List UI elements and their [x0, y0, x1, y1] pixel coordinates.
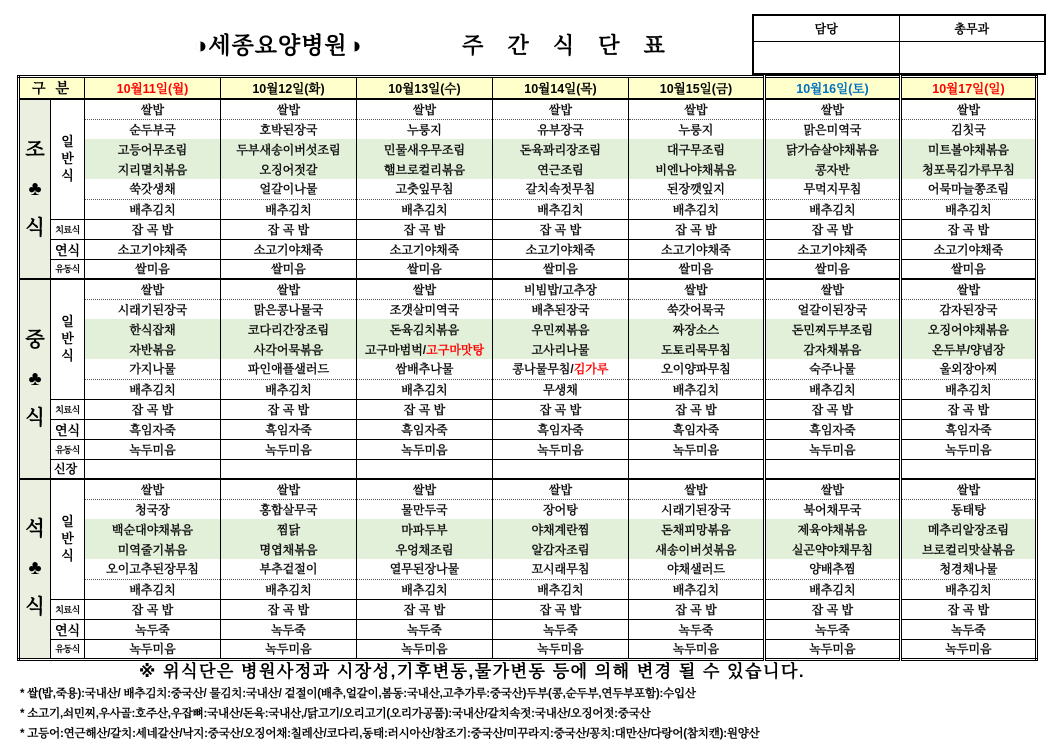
menu-item-cell: 콩자반 [764, 159, 900, 179]
menu-item-cell: 흑임자죽 [492, 419, 628, 439]
menu-item-cell: 잡 곡 밥 [356, 219, 492, 239]
menu-item-cell: 녹두죽 [356, 619, 492, 639]
menu-item-cell: 배추김치 [221, 199, 357, 219]
menu-item-cell: 배추김치 [900, 199, 1036, 219]
menu-item-cell: 장어탕 [492, 499, 628, 519]
menu-item-cell: 쌀밥 [628, 279, 764, 299]
menu-item-cell: 오이양파무침 [628, 359, 764, 379]
menu-item-cell: 야채샐러드 [628, 559, 764, 579]
menu-item-text: 콩나물무침/ [512, 362, 574, 377]
menu-item-cell: 쌀미음 [221, 259, 357, 279]
menu-item-cell: 소고기야채죽 [628, 239, 764, 259]
menu-item-cell: 잡 곡 밥 [900, 599, 1036, 619]
sign-column-damdang: 담당 [753, 15, 899, 42]
menu-item-cell: 쌀밥 [900, 279, 1036, 299]
menu-item-cell: 쌀밥 [900, 479, 1036, 499]
menu-item-cell: 잡 곡 밥 [628, 399, 764, 419]
menu-item-cell: 잡 곡 밥 [764, 599, 900, 619]
menu-item-cell: 배추김치 [764, 579, 900, 599]
menu-item-cell: 마파두부 [356, 519, 492, 539]
menu-item-cell: 흑임자죽 [221, 419, 357, 439]
menu-item-cell: 호박된장국 [221, 119, 357, 139]
menu-item-cell: 배추김치 [492, 199, 628, 219]
date-header: 10월17일(일) [900, 77, 1036, 100]
menu-item-cell: 도토리묵무침 [628, 339, 764, 359]
menu-item-cell: 배추김치 [628, 379, 764, 399]
menu-item-cell: 녹두미음 [356, 439, 492, 459]
menu-item-cell: 우엉채조림 [356, 539, 492, 559]
meal-label-dinner: 석 ♣ 식 [19, 479, 51, 659]
date-header: 10월13일(수) [356, 77, 492, 100]
menu-item-cell: 햄브로컬리볶음 [356, 159, 492, 179]
menu-item-cell: 흑임자죽 [356, 419, 492, 439]
menu-item-cell: 녹두미음 [764, 439, 900, 459]
menu-item-cell: 소고기야채죽 [492, 239, 628, 259]
menu-item-cell: 흑임자죽 [764, 419, 900, 439]
menu-item-highlight: 김가루 [573, 362, 609, 377]
menu-item-highlight: 고구마맛탕 [426, 342, 485, 357]
menu-item-cell: 잡 곡 밥 [85, 219, 221, 239]
menu-item-cell: 된장깻잎지 [628, 179, 764, 199]
menu-item-cell: 배추김치 [356, 379, 492, 399]
menu-item-cell: 쌀밥 [900, 99, 1036, 119]
change-notice: ※ 위식단은 병원사정과 시장성,기후변동,물가변동 등에 의해 변경 될 수 있습니다. [138, 662, 806, 681]
diet-row-label: 신장 [51, 459, 85, 479]
menu-item-cell: 배추김치 [356, 579, 492, 599]
menu-item-cell: 쌀밥 [221, 99, 357, 119]
menu-item-cell: 오징어젓갈 [221, 159, 357, 179]
menu-item-cell: 녹두죽 [221, 619, 357, 639]
menu-item-cell: 지리멸치볶음 [85, 159, 221, 179]
general-diet-label: 일 반 식 [51, 479, 85, 599]
menu-item-cell: 쌀미음 [764, 259, 900, 279]
origin-footnote-line: * 소고기,쇠민찌,우사골:호주산,우잡뼈:국내산/돈육:국내산,/닭고기/오리고기(오리가공품):국내산/갈치속젓:국내산/오징어젓:중국산 [20, 708, 651, 720]
menu-item-cell: 배추김치 [492, 579, 628, 599]
menu-item-cell [356, 459, 492, 479]
menu-item-cell: 배추김치 [900, 379, 1036, 399]
menu-item-cell: 쌀밥 [356, 99, 492, 119]
menu-item-cell: 숙주나물 [764, 359, 900, 379]
menu-item-cell: 소고기야채죽 [221, 239, 357, 259]
menu-item-cell: 쌀밥 [764, 479, 900, 499]
menu-item-cell: 배추김치 [85, 579, 221, 599]
menu-item-cell: 가지나물 [85, 359, 221, 379]
menu-item-cell: 미역줄기볶음 [85, 539, 221, 559]
menu-item-cell: 울외장아찌 [900, 359, 1036, 379]
menu-table-head [19, 77, 1037, 100]
date-header: 10월12일(화) [221, 77, 357, 100]
menu-item-cell: 감자채볶음 [764, 339, 900, 359]
menu-item-cell: 백순대야채볶음 [85, 519, 221, 539]
sign-column-chongmugwa: 총무과 [899, 15, 1045, 42]
menu-item-cell: 고사리나물 [492, 339, 628, 359]
menu-item-cell: 흑임자죽 [900, 419, 1036, 439]
menu-item-cell: 쌀밥 [356, 279, 492, 299]
menu-item-cell: 북어채무국 [764, 499, 900, 519]
menu-item-cell: 비엔나야채볶음 [628, 159, 764, 179]
menu-item-cell: 쌀밥 [85, 279, 221, 299]
sign-cell-empty [753, 42, 899, 75]
menu-item-cell [628, 459, 764, 479]
menu-item-cell: 잡 곡 밥 [221, 219, 357, 239]
menu-item-cell: 잡 곡 밥 [628, 599, 764, 619]
menu-item-cell: 맑은미역국 [764, 119, 900, 139]
diet-row-label: 치료식 [51, 399, 85, 419]
menu-item-cell: 잡 곡 밥 [492, 399, 628, 419]
menu-item-cell: 돈육꽈리장조림 [492, 139, 628, 159]
menu-item-cell: 녹두미음 [492, 639, 628, 659]
menu-item-cell: 배추된장국 [492, 299, 628, 319]
date-header: 10월16일(토) [764, 77, 900, 100]
menu-item-cell: 녹두죽 [628, 619, 764, 639]
menu-item-cell: 물만두국 [356, 499, 492, 519]
menu-item-cell: 청국장 [85, 499, 221, 519]
menu-item-cell: 닭가슴살야채볶음 [764, 139, 900, 159]
menu-item-cell: 잡 곡 밥 [900, 399, 1036, 419]
menu-item-cell: 미트볼야채볶음 [900, 139, 1036, 159]
menu-item-cell: 우민찌볶음 [492, 319, 628, 339]
menu-item-cell: 배추김치 [356, 199, 492, 219]
menu-item-cell: 감자된장국 [900, 299, 1036, 319]
menu-item-cell [221, 459, 357, 479]
menu-item-cell: 순두부국 [85, 119, 221, 139]
menu-item-cell: 대구무조림 [628, 139, 764, 159]
menu-item-cell: 녹두미음 [221, 439, 357, 459]
origin-footnotes [20, 684, 1050, 744]
menu-item-cell: 유부장국 [492, 119, 628, 139]
menu-item-cell: 녹두미음 [764, 639, 900, 659]
menu-item-cell: 코다리간장조림 [221, 319, 357, 339]
meal-label-breakfast: 조 ♣ 식 [19, 99, 51, 279]
menu-item-cell: 무먹지무침 [764, 179, 900, 199]
menu-item-cell [492, 359, 628, 379]
menu-item-cell: 돈채피망볶음 [628, 519, 764, 539]
menu-item-cell: 배추김치 [221, 379, 357, 399]
menu-item-cell: 쑥갓생채 [85, 179, 221, 199]
menu-item-cell: 김칫국 [900, 119, 1036, 139]
menu-item-cell: 새송이버섯볶음 [628, 539, 764, 559]
general-diet-label: 일 반 식 [51, 99, 85, 219]
menu-item-cell: 쌀미음 [628, 259, 764, 279]
menu-item-cell: 무생채 [492, 379, 628, 399]
menu-item-cell: 흑임자죽 [85, 419, 221, 439]
menu-item-cell: 메추리알장조림 [900, 519, 1036, 539]
menu-item-cell: 녹두미음 [900, 639, 1036, 659]
menu-item-cell: 부추겉절이 [221, 559, 357, 579]
menu-item-cell: 알감자조림 [492, 539, 628, 559]
menu-item-cell: 시래기된장국 [85, 299, 221, 319]
hospital-title: ◑세종요양병원◑ [193, 32, 363, 58]
menu-table [17, 75, 1038, 661]
origin-footnote-line: * 쌀(밥,죽용):국내산/ 배추김치:중국산/ 물김치:국내산/ 겉절이(배추,얼갈이,봄동:국내산,고추가루:중국산)두부(콩,순두부,연두부포함):수입산 [20, 688, 696, 700]
menu-item-cell: 파인애플샐러드 [221, 359, 357, 379]
menu-item-cell: 어묵마늘쫑조림 [900, 179, 1036, 199]
menu-item-cell [356, 339, 492, 359]
menu-item-cell: 자반볶음 [85, 339, 221, 359]
approval-sign-table [752, 14, 1046, 75]
menu-item-cell: 쌀밥 [764, 99, 900, 119]
menu-item-cell: 녹두미음 [221, 639, 357, 659]
menu-item-cell: 배추김치 [628, 579, 764, 599]
menu-item-cell: 비빔밥/고추장 [492, 279, 628, 299]
menu-item-cell: 쌀밥 [221, 279, 357, 299]
menu-item-cell: 두부새송이버섯조림 [221, 139, 357, 159]
menu-item-cell: 흑임자죽 [628, 419, 764, 439]
menu-item-cell: 야채계란찜 [492, 519, 628, 539]
diet-row-label: 유동식 [51, 259, 85, 279]
menu-item-cell: 한식잡채 [85, 319, 221, 339]
menu-item-cell: 녹두죽 [85, 619, 221, 639]
menu-item-cell: 잡 곡 밥 [356, 399, 492, 419]
menu-item-cell: 잡 곡 밥 [356, 599, 492, 619]
menu-item-cell: 홍합살무국 [221, 499, 357, 519]
menu-item-cell: 누룽지 [356, 119, 492, 139]
menu-item-cell: 조갯살미역국 [356, 299, 492, 319]
document-title: 주 간 식 단 표 [462, 33, 674, 58]
menu-item-cell: 녹두미음 [900, 439, 1036, 459]
menu-item-cell: 명엽채볶음 [221, 539, 357, 559]
menu-item-cell: 잡 곡 밥 [85, 599, 221, 619]
menu-item-cell: 잡 곡 밥 [764, 219, 900, 239]
diet-row-label: 치료식 [51, 599, 85, 619]
menu-item-cell [492, 459, 628, 479]
menu-item-cell: 양배추찜 [764, 559, 900, 579]
menu-item-cell: 꼬시래무침 [492, 559, 628, 579]
menu-item-cell: 얼갈이된장국 [764, 299, 900, 319]
menu-item-cell: 쌀밥 [628, 99, 764, 119]
diet-row-label: 유동식 [51, 639, 85, 659]
menu-item-cell: 쌀밥 [492, 479, 628, 499]
menu-item-cell: 쌈배추나물 [356, 359, 492, 379]
menu-item-cell: 누룽지 [628, 119, 764, 139]
menu-item-cell [85, 459, 221, 479]
menu-table-body [19, 99, 1037, 659]
menu-item-cell: 맑은콩나물국 [221, 299, 357, 319]
menu-item-cell: 쌀미음 [492, 259, 628, 279]
diet-row-label: 유동식 [51, 439, 85, 459]
menu-item-cell: 제육야채볶음 [764, 519, 900, 539]
menu-item-cell: 녹두미음 [628, 439, 764, 459]
menu-item-cell: 쌀밥 [85, 479, 221, 499]
menu-item-cell: 쌀밥 [492, 99, 628, 119]
date-header: 10월11일(월) [85, 77, 221, 100]
menu-item-cell: 오징어야채볶음 [900, 319, 1036, 339]
menu-item-cell: 배추김치 [900, 579, 1036, 599]
menu-item-cell: 배추김치 [628, 199, 764, 219]
menu-item-cell: 청경채나물 [900, 559, 1036, 579]
menu-item-cell: 쌀밥 [764, 279, 900, 299]
origin-footnote-line: * 고등어:연근해산/갈치:세네갈산/낙지:중국산/오징어채:칠레산/코다리,동태:러시아산/참조기:중국산/미꾸라지:중국산/꽁치:대만산/다랑어(참치캔):원양산 [20, 728, 760, 740]
date-header: 10월15일(금) [628, 77, 764, 100]
menu-item-cell: 갈치속젓무침 [492, 179, 628, 199]
diet-row-label: 연식 [51, 619, 85, 639]
menu-item-cell: 소고기야채죽 [85, 239, 221, 259]
menu-item-cell: 녹두미음 [85, 639, 221, 659]
menu-item-cell: 배추김치 [221, 579, 357, 599]
menu-item-cell: 민물새우무조림 [356, 139, 492, 159]
menu-item-cell: 청포묵김가루무침 [900, 159, 1036, 179]
menu-item-cell: 사각어묵볶음 [221, 339, 357, 359]
menu-item-cell: 시래기된장국 [628, 499, 764, 519]
menu-item-cell: 잡 곡 밥 [628, 219, 764, 239]
date-header: 10월14일(목) [492, 77, 628, 100]
menu-item-cell: 쌀미음 [356, 259, 492, 279]
menu-item-cell: 브로컬리맛살볶음 [900, 539, 1036, 559]
diet-row-label: 연식 [51, 419, 85, 439]
menu-item-cell: 배추김치 [85, 379, 221, 399]
menu-item-cell: 소고기야채죽 [900, 239, 1036, 259]
menu-item-cell: 잡 곡 밥 [492, 599, 628, 619]
menu-item-cell: 배추김치 [764, 199, 900, 219]
menu-item-cell: 잡 곡 밥 [900, 219, 1036, 239]
menu-item-cell: 돈민찌두부조림 [764, 319, 900, 339]
menu-item-cell: 얼갈이나물 [221, 179, 357, 199]
menu-item-cell: 녹두죽 [900, 619, 1036, 639]
menu-item-cell: 쌀밥 [356, 479, 492, 499]
menu-item-cell: 동태탕 [900, 499, 1036, 519]
menu-item-cell: 녹두미음 [492, 439, 628, 459]
diet-row-label: 연식 [51, 239, 85, 259]
menu-item-cell: 배추김치 [764, 379, 900, 399]
diet-row-label: 치료식 [51, 219, 85, 239]
menu-item-cell: 실곤약야채무침 [764, 539, 900, 559]
menu-item-cell: 잡 곡 밥 [764, 399, 900, 419]
menu-item-cell: 잡 곡 밥 [492, 219, 628, 239]
menu-item-cell: 짜장소스 [628, 319, 764, 339]
menu-item-cell: 고등어무조림 [85, 139, 221, 159]
menu-item-cell [764, 459, 900, 479]
menu-item-cell: 쌀미음 [85, 259, 221, 279]
menu-item-cell: 쌀미음 [900, 259, 1036, 279]
menu-item-cell: 녹두죽 [492, 619, 628, 639]
gubun-header: 구 분 [19, 77, 85, 100]
menu-item-cell [900, 459, 1036, 479]
menu-item-cell: 고춧잎무침 [356, 179, 492, 199]
menu-item-cell: 열무된장나물 [356, 559, 492, 579]
menu-item-cell: 오이고추된장무침 [85, 559, 221, 579]
menu-item-cell: 녹두미음 [628, 639, 764, 659]
menu-item-cell: 잡 곡 밥 [221, 399, 357, 419]
menu-item-cell: 돈육김치볶음 [356, 319, 492, 339]
menu-item-cell: 쌀밥 [85, 99, 221, 119]
sign-cell-empty [899, 42, 1045, 75]
menu-item-cell: 녹두미음 [85, 439, 221, 459]
menu-item-cell: 소고기야채죽 [356, 239, 492, 259]
menu-item-cell: 배추김치 [85, 199, 221, 219]
menu-item-cell: 쌀밥 [628, 479, 764, 499]
meal-label-lunch: 중 ♣ 식 [19, 279, 51, 479]
menu-item-cell: 녹두미음 [356, 639, 492, 659]
general-diet-label: 일 반 식 [51, 279, 85, 399]
menu-item-cell: 잡 곡 밥 [85, 399, 221, 419]
menu-item-text: 고구마범벅/ [364, 342, 427, 357]
menu-item-cell: 쌀밥 [221, 479, 357, 499]
menu-item-cell: 소고기야채죽 [764, 239, 900, 259]
menu-item-cell: 잡 곡 밥 [221, 599, 357, 619]
menu-item-cell: 쑥갓어묵국 [628, 299, 764, 319]
menu-item-cell: 녹두죽 [764, 619, 900, 639]
menu-item-cell: 온두부/양념장 [900, 339, 1036, 359]
menu-item-cell: 연근조림 [492, 159, 628, 179]
menu-item-cell: 찜닭 [221, 519, 357, 539]
